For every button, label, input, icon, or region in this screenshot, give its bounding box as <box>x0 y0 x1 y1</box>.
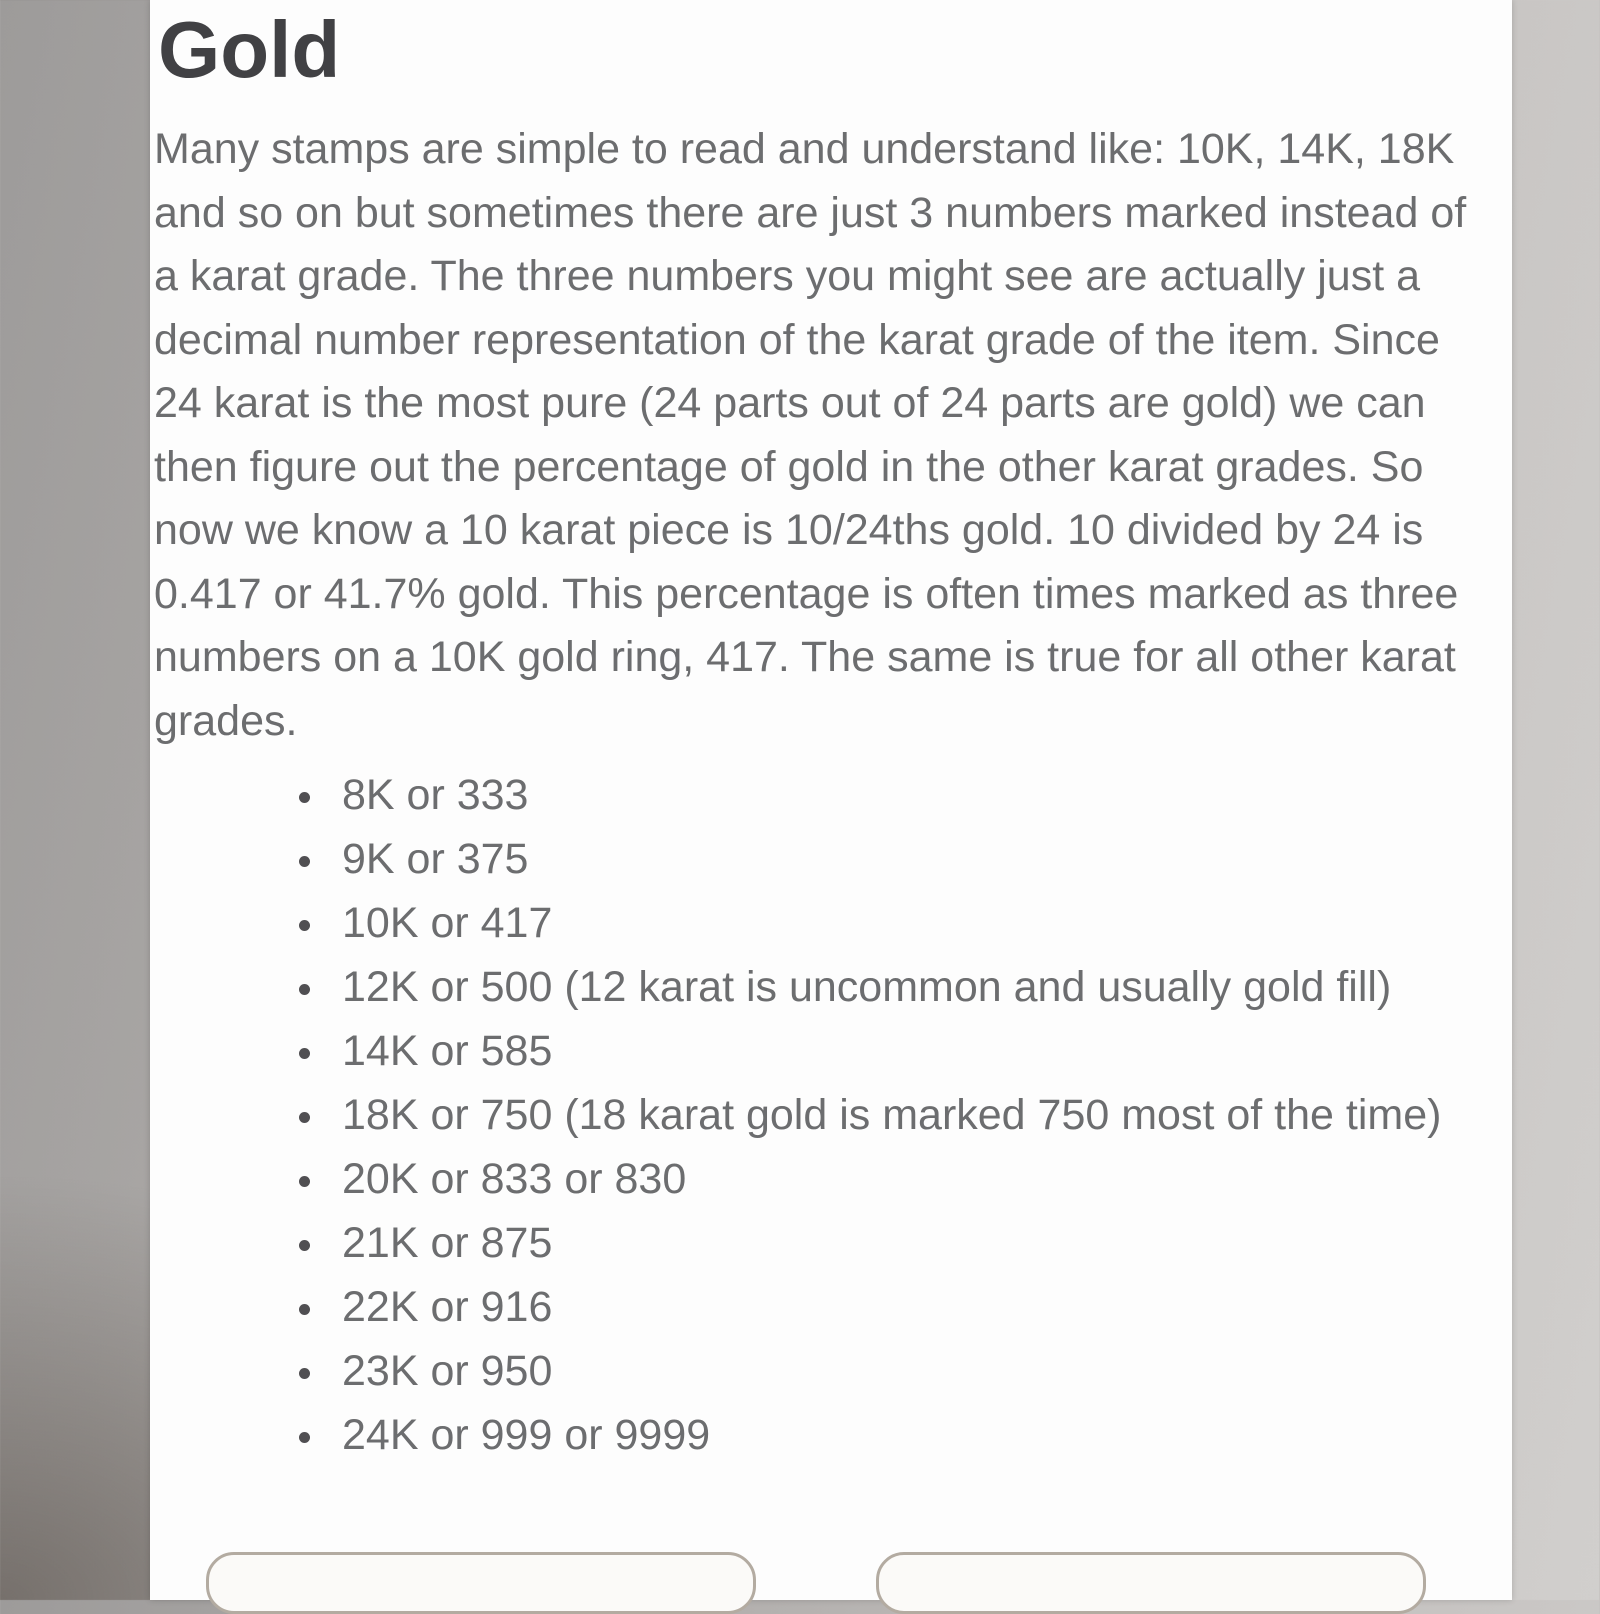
list-item: • 24K or 999 or 9999 <box>328 1403 1478 1467</box>
article-page <box>150 0 1512 1600</box>
list-item: • 9K or 375 <box>328 827 1478 891</box>
list-item: • 21K or 875 <box>328 1211 1478 1275</box>
bottom-right-button[interactable] <box>876 1552 1426 1614</box>
list-item: • 22K or 916 <box>328 1275 1478 1339</box>
bottom-buttons-row <box>150 1550 1512 1600</box>
list-item: • 20K or 833 or 830 <box>328 1147 1478 1211</box>
list-item: • 14K or 585 <box>328 1019 1478 1083</box>
list-item: • 8K or 333 <box>328 763 1478 827</box>
intro-paragraph: Many stamps are simple to read and understand like: 10K, 14K, 18K and so on but sometimes there are just 3 numbers marked instead of a karat grade. The three numbers you might see are actually just a decimal number representation of the karat grade of the item. Since 24 karat is the most pure (24 parts out of 24 parts are gold) we can then figure out the percentage of gold in the other karat grades. So now we know a 10 karat piece is 10/24ths gold. 10 divided by 24 is 0.417 or 41.7% gold. This percentage is often times marked as three numbers on a 10K gold ring, 417. The same is true for all other karat grades. <box>154 125 1467 745</box>
list-item: • 10K or 417 <box>328 891 1478 955</box>
list-item: • 12K or 500 (12 karat is uncommon and usually gold fill) <box>328 955 1478 1019</box>
karat-list <box>150 763 1512 1467</box>
list-item: • 18K or 750 (18 karat gold is marked 750 most of the time) <box>328 1083 1478 1147</box>
list-item: • 23K or 950 <box>328 1339 1478 1403</box>
bottom-left-button[interactable] <box>206 1552 756 1614</box>
page-title: Gold <box>158 5 341 94</box>
